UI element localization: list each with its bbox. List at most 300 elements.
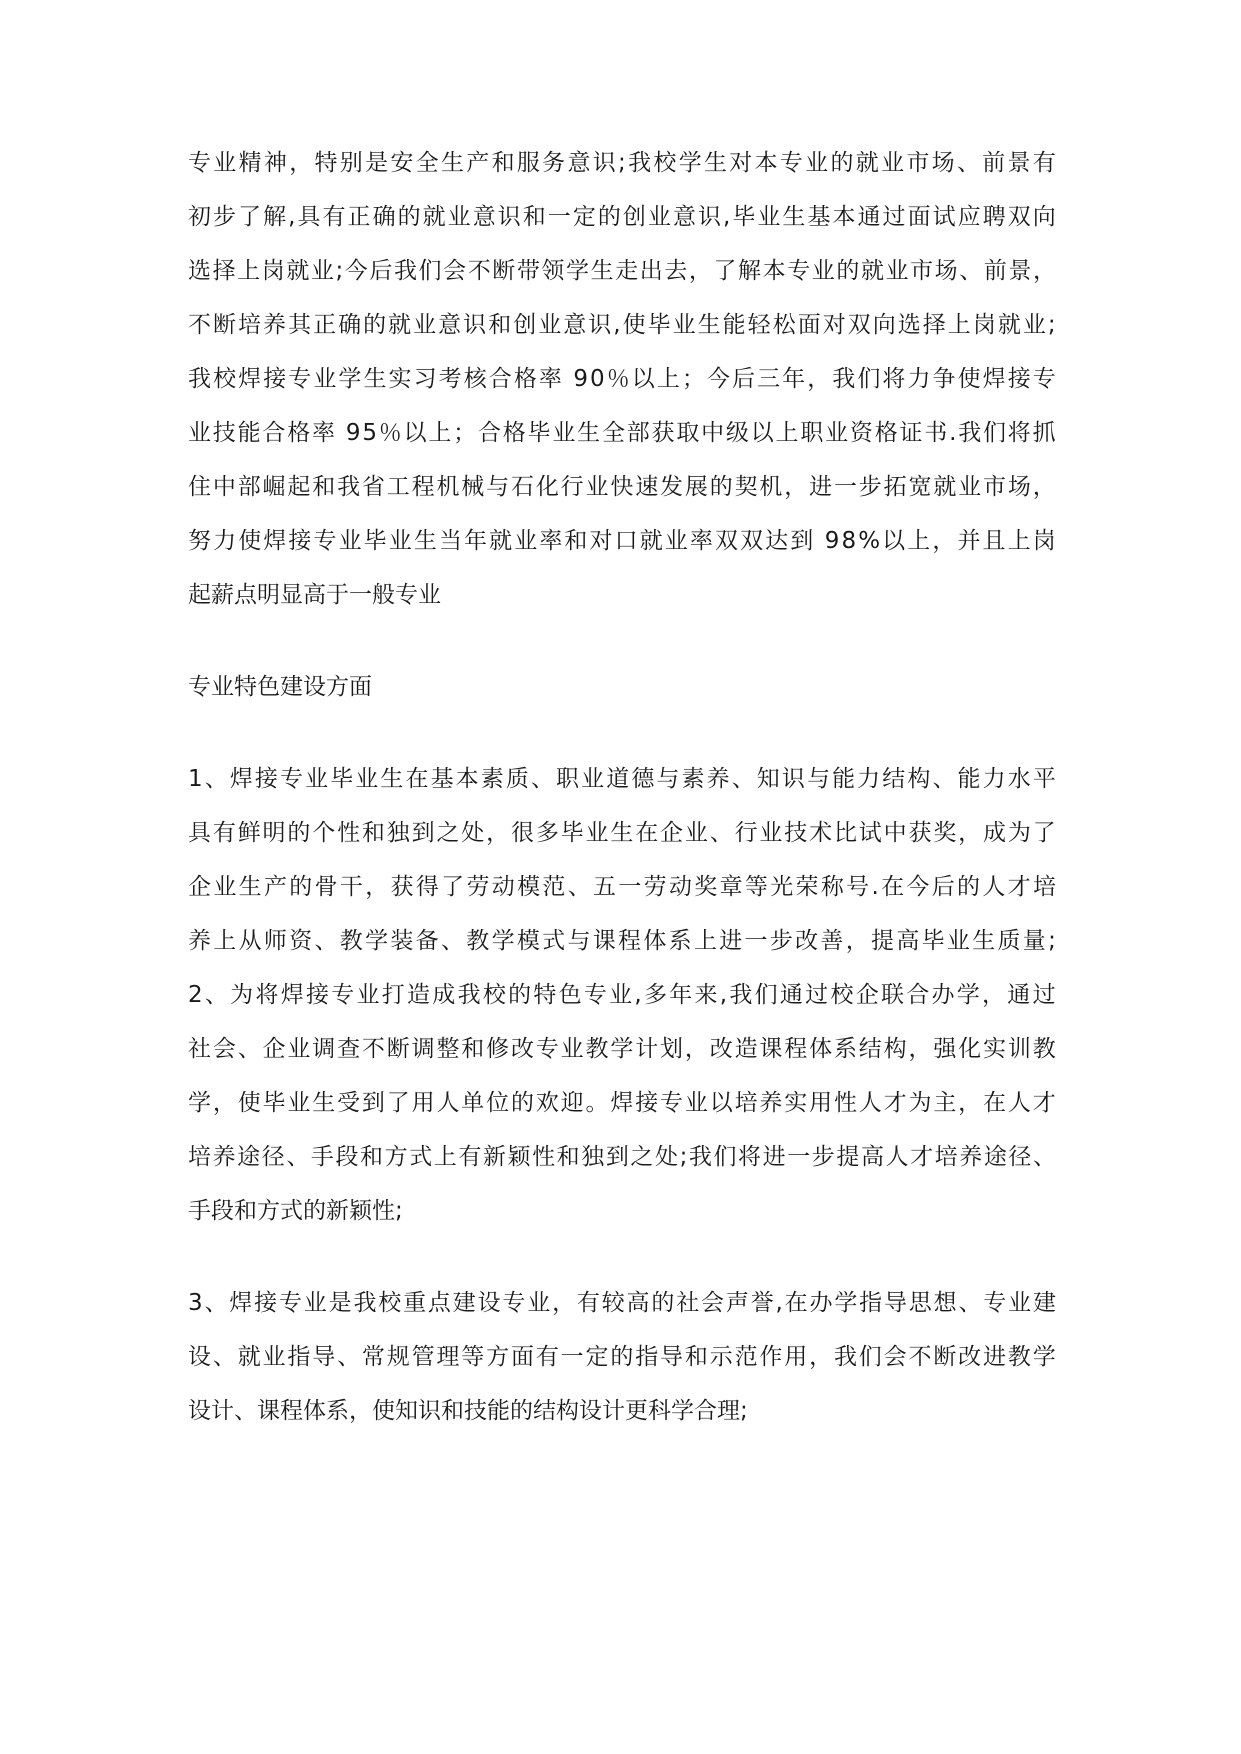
glyph: 强 <box>933 1036 957 1062</box>
glyph: 焊 <box>229 766 253 792</box>
glyph: 成 <box>432 982 456 1008</box>
glyph: 技 <box>784 820 808 846</box>
glyph: 焊 <box>280 982 304 1008</box>
glyph: 使 <box>622 312 646 338</box>
text-line: 设计、课程体系，使知识和技能的结构设计更科学合理; <box>188 1398 748 1424</box>
glyph: 就 <box>855 150 879 176</box>
glyph: 装 <box>390 928 414 954</box>
glyph: 指 <box>859 1290 883 1316</box>
glyph: 程 <box>618 928 642 954</box>
glyph: 养 <box>263 312 287 338</box>
glyph: 以 <box>403 420 427 446</box>
glyph: ， <box>688 258 712 284</box>
glyph: 号 <box>846 874 870 900</box>
glyph: 劳 <box>466 874 490 900</box>
glyph: 计 <box>635 1036 659 1062</box>
glyph: 培 <box>1032 874 1056 900</box>
glyph: 格 <box>874 420 898 446</box>
paragraph-gap <box>188 622 1056 660</box>
glyph: 导 <box>312 1344 336 1370</box>
glyph: 前 <box>983 258 1007 284</box>
glyph: 后 <box>931 874 955 900</box>
glyph: 上 <box>775 420 799 446</box>
glyph: 将 <box>738 1144 762 1170</box>
glyph: 场 <box>934 258 958 284</box>
glyph: 就 <box>489 528 513 554</box>
glyph: 重 <box>403 1290 427 1316</box>
glyph: 机 <box>436 474 460 500</box>
glyph: 改 <box>795 928 819 954</box>
glyph: 0 <box>590 366 605 392</box>
glyph: 素 <box>480 766 504 792</box>
glyph: 业 <box>303 1290 327 1316</box>
glyph: 择 <box>922 312 946 338</box>
document-page <box>188 136 1056 1438</box>
glyph: 、 <box>204 982 228 1008</box>
glyph: 质 <box>997 928 1021 954</box>
glyph: 成 <box>983 820 1006 846</box>
glyph: 学 <box>188 1090 211 1116</box>
glyph: 的 <box>957 874 980 900</box>
glyph: 力 <box>982 766 1006 792</box>
glyph: 获 <box>908 820 932 846</box>
glyph: 具 <box>188 820 211 846</box>
paragraph-items-1-2 <box>188 752 1056 1238</box>
glyph: 校 <box>830 982 854 1008</box>
glyph: 们 <box>418 258 442 284</box>
glyph: 业 <box>388 528 412 554</box>
glyph: 一 <box>833 474 857 500</box>
glyph: 不 <box>467 258 491 284</box>
glyph: 习 <box>413 366 437 392</box>
glyph: 就 <box>933 474 957 500</box>
glyph: 省 <box>361 474 385 500</box>
glyph: ， <box>932 528 956 554</box>
glyph: 学 <box>365 928 389 954</box>
glyph: 位 <box>486 1090 510 1116</box>
glyph: 和 <box>461 1036 485 1062</box>
glyph: 起 <box>287 474 311 500</box>
glyph: 业 <box>609 982 633 1008</box>
glyph: 合 <box>906 982 930 1008</box>
glyph: 的 <box>510 1090 534 1116</box>
glyph: 能 <box>722 312 746 338</box>
glyph: 应 <box>957 204 981 230</box>
glyph: 就 <box>860 258 884 284</box>
glyph: 我 <box>337 474 361 500</box>
glyph: 业 <box>881 150 905 176</box>
glyph: 、 <box>932 766 956 792</box>
glyph: 初 <box>188 204 211 230</box>
glyph: 业 <box>684 1090 708 1116</box>
glyph: 2 <box>188 982 203 1008</box>
glyph: 确 <box>338 312 362 338</box>
text-line <box>188 460 1056 514</box>
glyph: 体 <box>809 1036 833 1062</box>
glyph: . <box>871 874 879 900</box>
glyph: 们 <box>858 1344 882 1370</box>
glyph: 焊 <box>982 366 1006 392</box>
glyph: 努 <box>188 528 211 554</box>
glyph: 和 <box>361 820 385 846</box>
glyph: 试 <box>858 820 882 846</box>
text-line <box>188 914 1056 968</box>
glyph: 中 <box>883 820 907 846</box>
glyph: 色 <box>558 982 582 1008</box>
glyph: 神 <box>263 150 287 176</box>
glyph: 学 <box>834 1290 858 1316</box>
glyph: 化 <box>535 474 559 500</box>
glyph: 奖 <box>933 820 957 846</box>
glyph: 力 <box>213 528 237 554</box>
glyph: 改 <box>510 1036 534 1062</box>
glyph: 崛 <box>262 474 286 500</box>
glyph: 中 <box>701 420 725 446</box>
text-line: 起薪点明显高于一般专业 <box>188 582 441 608</box>
glyph: 途 <box>983 1144 1007 1170</box>
glyph: 抓 <box>1032 420 1056 446</box>
section-heading <box>188 660 1056 714</box>
glyph: 后 <box>732 366 756 392</box>
glyph: 人 <box>885 1144 909 1170</box>
glyph: 作 <box>759 1344 783 1370</box>
glyph: 业 <box>958 474 982 500</box>
glyph: 以 <box>750 420 774 446</box>
text-line <box>188 298 1056 352</box>
glyph: 很 <box>510 820 534 846</box>
glyph: 和 <box>491 150 515 176</box>
glyph: 设 <box>477 1290 501 1316</box>
glyph: 从 <box>238 928 262 954</box>
glyph: 和 <box>360 1144 384 1170</box>
glyph: 、 <box>709 820 733 846</box>
glyph: 查 <box>337 1036 361 1062</box>
glyph: 力 <box>857 766 881 792</box>
glyph: 解 <box>738 258 762 284</box>
glyph: 以 <box>882 528 906 554</box>
glyph: 专 <box>313 528 337 554</box>
glyph: 对 <box>729 150 753 176</box>
glyph: 轻 <box>747 312 771 338</box>
glyph: 术 <box>809 820 833 846</box>
glyph: 生 <box>972 928 996 954</box>
glyph: 提 <box>836 1144 860 1170</box>
glyph: 誉 <box>750 1290 774 1316</box>
glyph: 能 <box>237 420 261 446</box>
glyph: 奖 <box>694 874 718 900</box>
glyph: 业 <box>1008 1290 1032 1316</box>
glyph: 构 <box>907 766 931 792</box>
glyph: 上 <box>213 928 237 954</box>
glyph: 业 <box>213 874 237 900</box>
glyph: 、 <box>958 1290 982 1316</box>
glyph: 择 <box>212 258 236 284</box>
glyph: 焊 <box>610 1090 634 1116</box>
glyph: 校 <box>482 982 506 1008</box>
glyph: 打 <box>381 982 405 1008</box>
glyph: 出 <box>639 258 663 284</box>
text-line <box>188 244 1056 298</box>
glyph: 培 <box>734 1090 758 1116</box>
glyph: 与 <box>656 766 680 792</box>
glyph: 我 <box>832 366 856 392</box>
glyph: 接 <box>254 766 278 792</box>
glyph: 上 <box>433 1144 457 1170</box>
glyph: 企 <box>188 874 211 900</box>
glyph: 业 <box>647 204 671 230</box>
glyph: 意 <box>672 204 696 230</box>
glyph: 3 <box>188 1290 203 1316</box>
glyph: 的 <box>397 204 421 230</box>
text-line: 手段和方式的新颖性; <box>188 1198 403 1224</box>
glyph: ， <box>212 1090 236 1116</box>
glyph: 我 <box>833 1344 857 1370</box>
glyph: 去 <box>664 258 688 284</box>
glyph: 焊 <box>238 366 262 392</box>
glyph: 并 <box>957 528 981 554</box>
glyph: 毕 <box>363 528 387 554</box>
glyph: 毕 <box>732 204 756 230</box>
glyph: 三 <box>757 366 781 392</box>
glyph: 识 <box>463 312 487 338</box>
glyph: 中 <box>212 474 236 500</box>
text-line <box>188 1130 1056 1184</box>
glyph: 识 <box>588 312 612 338</box>
glyph: 选 <box>897 312 921 338</box>
glyph: 业 <box>585 474 609 500</box>
glyph: 业 <box>355 766 379 792</box>
glyph: 等 <box>744 874 768 900</box>
glyph: 特 <box>314 150 338 176</box>
glyph: 的 <box>651 1290 675 1316</box>
glyph: 素 <box>681 766 705 792</box>
glyph: 、 <box>731 766 755 792</box>
glyph: 住 <box>188 474 211 500</box>
glyph: 提 <box>871 928 895 954</box>
glyph: 双 <box>1007 204 1031 230</box>
glyph: 不 <box>361 1036 385 1062</box>
glyph: 培 <box>238 312 262 338</box>
glyph: 业 <box>552 420 576 446</box>
glyph: 单 <box>461 1090 485 1116</box>
glyph: ； <box>453 420 477 446</box>
glyph: 使 <box>957 366 981 392</box>
glyph: 等 <box>461 1344 485 1370</box>
glyph: 理 <box>436 1344 460 1370</box>
glyph: 市 <box>906 150 930 176</box>
glyph: 焊 <box>229 1290 253 1316</box>
glyph: 、 <box>959 258 983 284</box>
glyph: 机 <box>759 474 783 500</box>
glyph: 8 <box>841 528 857 554</box>
glyph: 识 <box>592 150 616 176</box>
glyph: 使 <box>238 528 262 554</box>
glyph: 步 <box>213 204 237 230</box>
glyph: 专 <box>502 1290 526 1316</box>
glyph: 训 <box>1007 1036 1031 1062</box>
glyph: 断 <box>933 1344 957 1370</box>
glyph: 高 <box>896 928 920 954</box>
glyph: ， <box>809 1344 833 1370</box>
glyph: 步 <box>858 474 882 500</box>
glyph: 进 <box>719 928 743 954</box>
glyph: 教 <box>1007 1344 1031 1370</box>
glyph: 、 <box>314 928 338 954</box>
glyph: 核 <box>463 366 487 392</box>
glyph: 获 <box>651 420 675 446</box>
glyph: 我 <box>188 366 211 392</box>
glyph: 模 <box>516 928 540 954</box>
glyph: 劳 <box>643 874 667 900</box>
glyph: 生 <box>363 366 387 392</box>
glyph: 就 <box>997 312 1021 338</box>
glyph: 领 <box>541 258 565 284</box>
glyph: 与 <box>567 928 591 954</box>
glyph: 社 <box>676 1290 700 1316</box>
glyph: 的 <box>610 1344 634 1370</box>
text-line <box>188 806 1056 860</box>
glyph: 毕 <box>560 820 584 846</box>
glyph: 当 <box>438 528 462 554</box>
glyph: 了 <box>1032 820 1056 846</box>
glyph: 上 <box>428 420 452 446</box>
glyph: 的 <box>709 474 733 500</box>
glyph: 量 <box>1022 928 1046 954</box>
glyph: ， <box>845 928 869 954</box>
glyph: 证 <box>899 420 923 446</box>
glyph: 培 <box>934 1144 958 1170</box>
glyph: 构 <box>883 1036 907 1062</box>
glyph: 今 <box>906 874 930 900</box>
glyph: ， <box>486 820 510 846</box>
glyph: 快 <box>610 474 634 500</box>
glyph: 、 <box>440 928 464 954</box>
glyph: 专 <box>787 258 811 284</box>
glyph: 设 <box>188 1344 211 1370</box>
glyph: 生 <box>440 150 464 176</box>
glyph: 有 <box>576 1290 600 1316</box>
glyph: 建 <box>452 1290 476 1316</box>
glyph: 学 <box>491 928 515 954</box>
glyph: 程 <box>784 1036 808 1062</box>
glyph: ， <box>684 1036 708 1062</box>
glyph: 率 <box>538 366 562 392</box>
glyph: 双 <box>847 312 871 338</box>
glyph: 系 <box>668 928 692 954</box>
glyph: 造 <box>407 982 431 1008</box>
glyph: 业 <box>287 1090 311 1116</box>
glyph: 宽 <box>908 474 932 500</box>
glyph: 、 <box>237 1036 261 1062</box>
glyph: 双 <box>714 528 738 554</box>
glyph: 改 <box>958 1344 982 1370</box>
text-line <box>188 1076 1056 1130</box>
paragraph-employment <box>188 136 1056 622</box>
glyph: 上 <box>907 528 931 554</box>
glyph: 指 <box>635 1344 659 1370</box>
glyph: 和 <box>556 1144 580 1170</box>
glyph: 进 <box>983 1344 1006 1370</box>
glyph: 在 <box>405 766 429 792</box>
glyph: 通 <box>779 982 803 1008</box>
glyph: 的 <box>830 150 854 176</box>
glyph: 书 <box>924 420 948 446</box>
glyph: 率 <box>689 528 713 554</box>
glyph: 质 <box>505 766 529 792</box>
glyph: 业 <box>213 150 237 176</box>
glyph: 教 <box>466 928 490 954</box>
glyph: 就 <box>237 1344 261 1370</box>
glyph: 步 <box>769 928 793 954</box>
glyph: 为 <box>230 982 254 1008</box>
glyph: 与 <box>486 474 510 500</box>
glyph: 接 <box>635 1090 659 1116</box>
glyph: 在 <box>635 820 659 846</box>
glyph: 专 <box>583 982 607 1008</box>
glyph: 式 <box>542 928 566 954</box>
glyph: 多 <box>535 820 559 846</box>
glyph: 用 <box>784 1344 808 1370</box>
glyph: 我 <box>958 420 982 446</box>
glyph: 选 <box>188 258 211 284</box>
glyph: 业 <box>310 258 334 284</box>
glyph: 业 <box>825 420 849 446</box>
glyph: 部 <box>237 474 261 500</box>
glyph: 正 <box>347 204 371 230</box>
glyph: 场 <box>1007 474 1031 500</box>
glyph: 比 <box>833 820 857 846</box>
glyph: 实 <box>388 366 412 392</box>
glyph: 人 <box>858 1090 882 1116</box>
glyph: 识 <box>781 766 805 792</box>
glyph: 9 <box>345 420 361 446</box>
glyph: 以 <box>709 1090 733 1116</box>
glyph: 岗 <box>261 258 285 284</box>
glyph: 骨 <box>314 874 338 900</box>
glyph: 我 <box>729 982 753 1008</box>
glyph: % <box>858 528 881 554</box>
glyph: 人 <box>436 1090 460 1116</box>
text-line <box>188 406 1056 460</box>
glyph: 职 <box>556 766 580 792</box>
glyph: 独 <box>581 1144 605 1170</box>
text-line <box>188 514 1056 568</box>
glyph: 到 <box>790 528 814 554</box>
glyph: 试 <box>932 204 956 230</box>
glyph: 多 <box>644 982 667 1008</box>
glyph: 性 <box>532 1144 556 1170</box>
glyph: 就 <box>388 312 412 338</box>
glyph: 修 <box>486 1036 510 1062</box>
glyph: 与 <box>806 766 830 792</box>
glyph: 方 <box>486 1344 510 1370</box>
glyph: 、 <box>212 1344 236 1370</box>
glyph: 、 <box>1032 1144 1056 1170</box>
glyph: 技 <box>212 420 236 446</box>
glyph: 、 <box>204 1290 228 1316</box>
glyph: 的 <box>597 204 621 230</box>
glyph: 划 <box>660 1036 684 1062</box>
glyph: 示 <box>709 1344 733 1370</box>
glyph <box>564 352 571 406</box>
glyph: 业 <box>757 204 781 230</box>
glyph: 面 <box>797 312 821 338</box>
glyph: 有 <box>458 1144 482 1170</box>
glyph: 创 <box>622 204 646 230</box>
glyph: 人 <box>982 874 1006 900</box>
glyph: 企 <box>262 1036 286 1062</box>
glyph: 断 <box>213 312 237 338</box>
